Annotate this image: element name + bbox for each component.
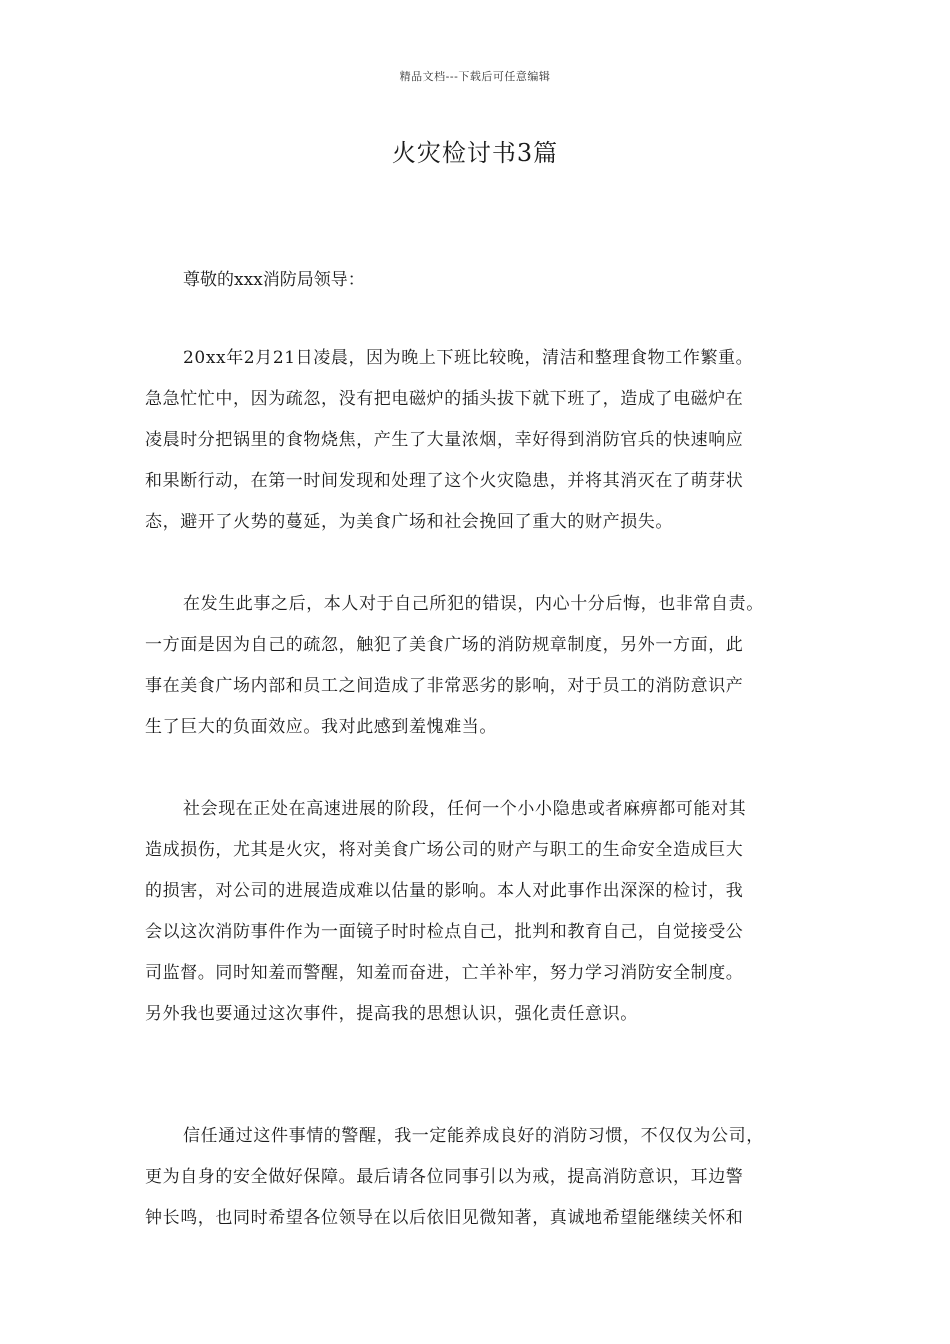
paragraph-line: 的损害，对公司的进展造成难以估量的影响。本人对此事作出深深的检讨，我 [145,881,744,901]
paragraph-3 [145,789,813,1035]
paragraph-line: 生了巨大的负面效应。我对此感到羞愧难当。 [145,717,497,737]
paragraph-line: 钟长鸣，也同时希望各位领导在以后依旧见微知著，真诚地希望能继续关怀和 [145,1208,744,1228]
paragraph-line: 一方面是因为自己的疏忽，触犯了美食广场的消防规章制度，另外一方面，此 [145,635,744,655]
salutation: 尊敬的xxx消防局领导： [183,270,365,290]
paragraph-4 [145,1116,813,1239]
paragraph-2 [145,584,813,748]
paragraph-line: 更为自身的安全做好保障。最后请各位同事引以为戒，提高消防意识，耳边警 [145,1167,744,1187]
paragraph-line: 态，避开了火势的蔓延，为美食广场和社会挽回了重大的财产损失。 [145,512,673,532]
paragraph-line: 急急忙忙中，因为疏忽，没有把电磁炉的插头拔下就下班了，造成了电磁炉在 [145,389,744,409]
paragraph-line: 司监督。同时知羞而警醒，知羞而奋进，亡羊补牢，努力学习消防安全制度。 [145,963,744,983]
paragraph-line: 20xx年2月21日凌晨，因为晚上下班比较晚，清洁和整理食物工作繁重。 [183,348,754,368]
paragraph-line: 会以这次消防事件作为一面镜子时时检点自己，批判和教育自己，自觉接受公 [145,922,744,942]
paragraph-line: 社会现在正处在高速进展的阶段，任何一个小小隐患或者麻痹都可能对其 [183,799,747,819]
paragraph-line: 造成损伤，尤其是火灾，将对美食广场公司的财产与职工的生命安全造成巨大 [145,840,744,860]
header-note: 精品文档---下载后可任意编辑 [399,70,551,83]
paragraph-line: 事在美食广场内部和员工之间造成了非常恶劣的影响，对于员工的消防意识产 [145,676,744,696]
paragraph-line: 信任通过这件事情的警醒，我一定能养成良好的消防习惯，不仅仅为公司， [183,1126,764,1146]
page-title: 火灾检讨书3篇 [391,139,559,167]
paragraph-line: 和果断行动，在第一时间发现和处理了这个火灾隐患，并将其消灭在了萌芽状 [145,471,744,491]
paragraph-line: 另外我也要通过这次事件，提高我的思想认识，强化责任意识。 [145,1004,638,1024]
paragraph-line: 在发生此事之后，本人对于自己所犯的错误，内心十分后悔，也非常自责。 [183,594,764,614]
paragraph-line: 凌晨时分把锅里的食物烧焦，产生了大量浓烟，幸好得到消防官兵的快速响应 [145,430,744,450]
paragraph-1 [145,338,813,543]
